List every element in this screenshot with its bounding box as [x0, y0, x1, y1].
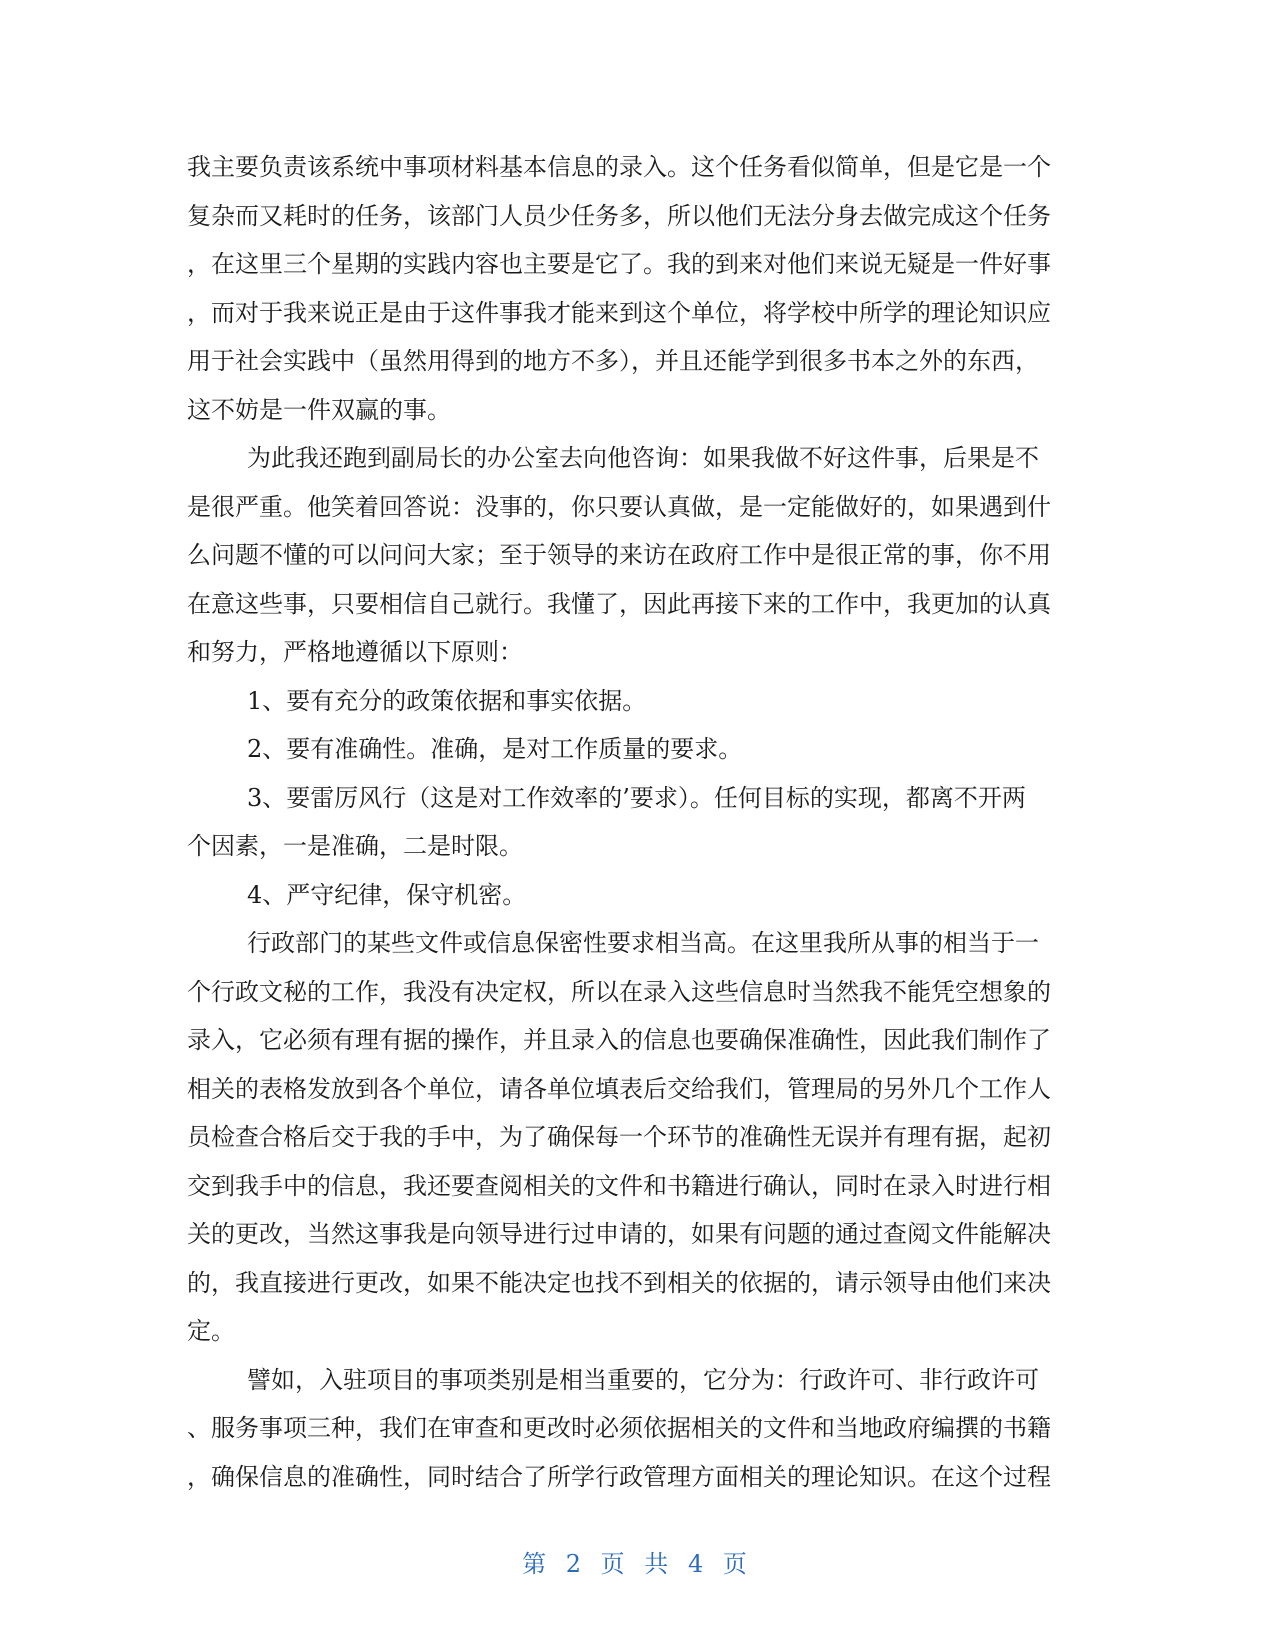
body-text — [187, 143, 1087, 1501]
paragraph — [187, 434, 1087, 677]
text-line: 定。 — [187, 1317, 235, 1345]
text-line: 相关的表格发放到各个单位，请各单位填表后交给我们，管理局的另外几个工作人 — [187, 1074, 1051, 1103]
paragraph — [187, 725, 1087, 774]
text-line: 4、严守纪律，保守机密。 — [247, 880, 527, 909]
paragraph — [187, 919, 1087, 1356]
text-line: 3、要雷厉风行（这是对工作效率的’要求）。任何目标的实现，都离不开两 — [247, 783, 1026, 812]
text-line: ，而对于我来说正是由于这件事我才能来到这个单位，将学校中所学的理论知识应 — [187, 298, 1051, 327]
text-line: 我主要负责该系统中事项材料基本信息的录入。这个任务看似简单，但是它是一个 — [187, 153, 1051, 181]
text-line: 员检查合格后交于我的手中，为了确保每一个环节的准确性无误并有理有据，起初 — [187, 1123, 1051, 1151]
text-line: 关的更改，当然这事我是向领导进行过申请的，如果有问题的通过查阅文件能解决 — [187, 1220, 1051, 1248]
page-number-footer: 第 2 页 共 4 页 — [522, 1550, 753, 1578]
text-line: 么问题不懂的可以问问大家；至于领导的来访在政府工作中是很正常的事，你不用 — [187, 541, 1051, 569]
text-line: 这不妨是一件双赢的事。 — [187, 395, 451, 424]
text-line: 2、要有准确性。准确，是对工作质量的要求。 — [247, 735, 743, 763]
text-line: 譬如，入驻项目的事项类别是相当重要的，它分为：行政许可、非行政许可 — [247, 1365, 1039, 1394]
text-line: ，确保信息的准确性，同时结合了所学行政管理方面相关的理论知识。在这个过程 — [187, 1462, 1051, 1491]
text-line: 用于社会实践中（虽然用得到的地方不多），并且还能学到很多书本之外的东西， — [187, 347, 1039, 375]
paragraph — [187, 677, 1087, 726]
text-line: 个行政文秘的工作，我没有决定权，所以在录入这些信息时当然我不能凭空想象的 — [187, 977, 1051, 1006]
text-line: 是很严重。他笑着回答说：没事的，你只要认真做，是一定能做好的，如果遇到什 — [187, 492, 1051, 521]
paragraph — [187, 1356, 1087, 1502]
paragraph — [187, 143, 1087, 434]
text-line: 行政部门的某些文件或信息保密性要求相当高。在这里我所从事的相当于一 — [247, 929, 1039, 957]
text-line: 复杂而又耗时的任务，该部门人员少任务多，所以他们无法分身去做完成这个任务 — [187, 201, 1051, 230]
paragraph — [187, 871, 1087, 920]
text-line: 个因素，一是准确，二是时限。 — [187, 832, 523, 860]
text-line: 在意这些事，只要相信自己就行。我懂了，因此再接下来的工作中，我更加的认真 — [187, 589, 1051, 618]
text-line: 、服务事项三种，我们在审查和更改时必须依据相关的文件和当地政府编撰的书籍 — [187, 1414, 1051, 1442]
text-line: 为此我还跑到副局长的办公室去向他咨询：如果我做不好这件事，后果是不 — [247, 444, 1039, 472]
paragraph — [187, 774, 1087, 871]
text-line: 录入，它必须有理有据的操作，并且录入的信息也要确保准确性，因此我们制作了 — [187, 1026, 1051, 1054]
text-line: 1、要有充分的政策依据和事实依据。 — [247, 686, 647, 715]
text-line: 交到我手中的信息，我还要查阅相关的文件和书籍进行确认，同时在录入时进行相 — [187, 1171, 1051, 1200]
text-line: 和努力，严格地遵循以下原则： — [187, 638, 523, 666]
text-line: ，在这里三个星期的实践内容也主要是它了。我的到来对他们来说无疑是一件好事 — [187, 250, 1051, 278]
text-line: 的，我直接进行更改，如果不能决定也找不到相关的依据的，请示领导由他们来决 — [187, 1268, 1051, 1297]
